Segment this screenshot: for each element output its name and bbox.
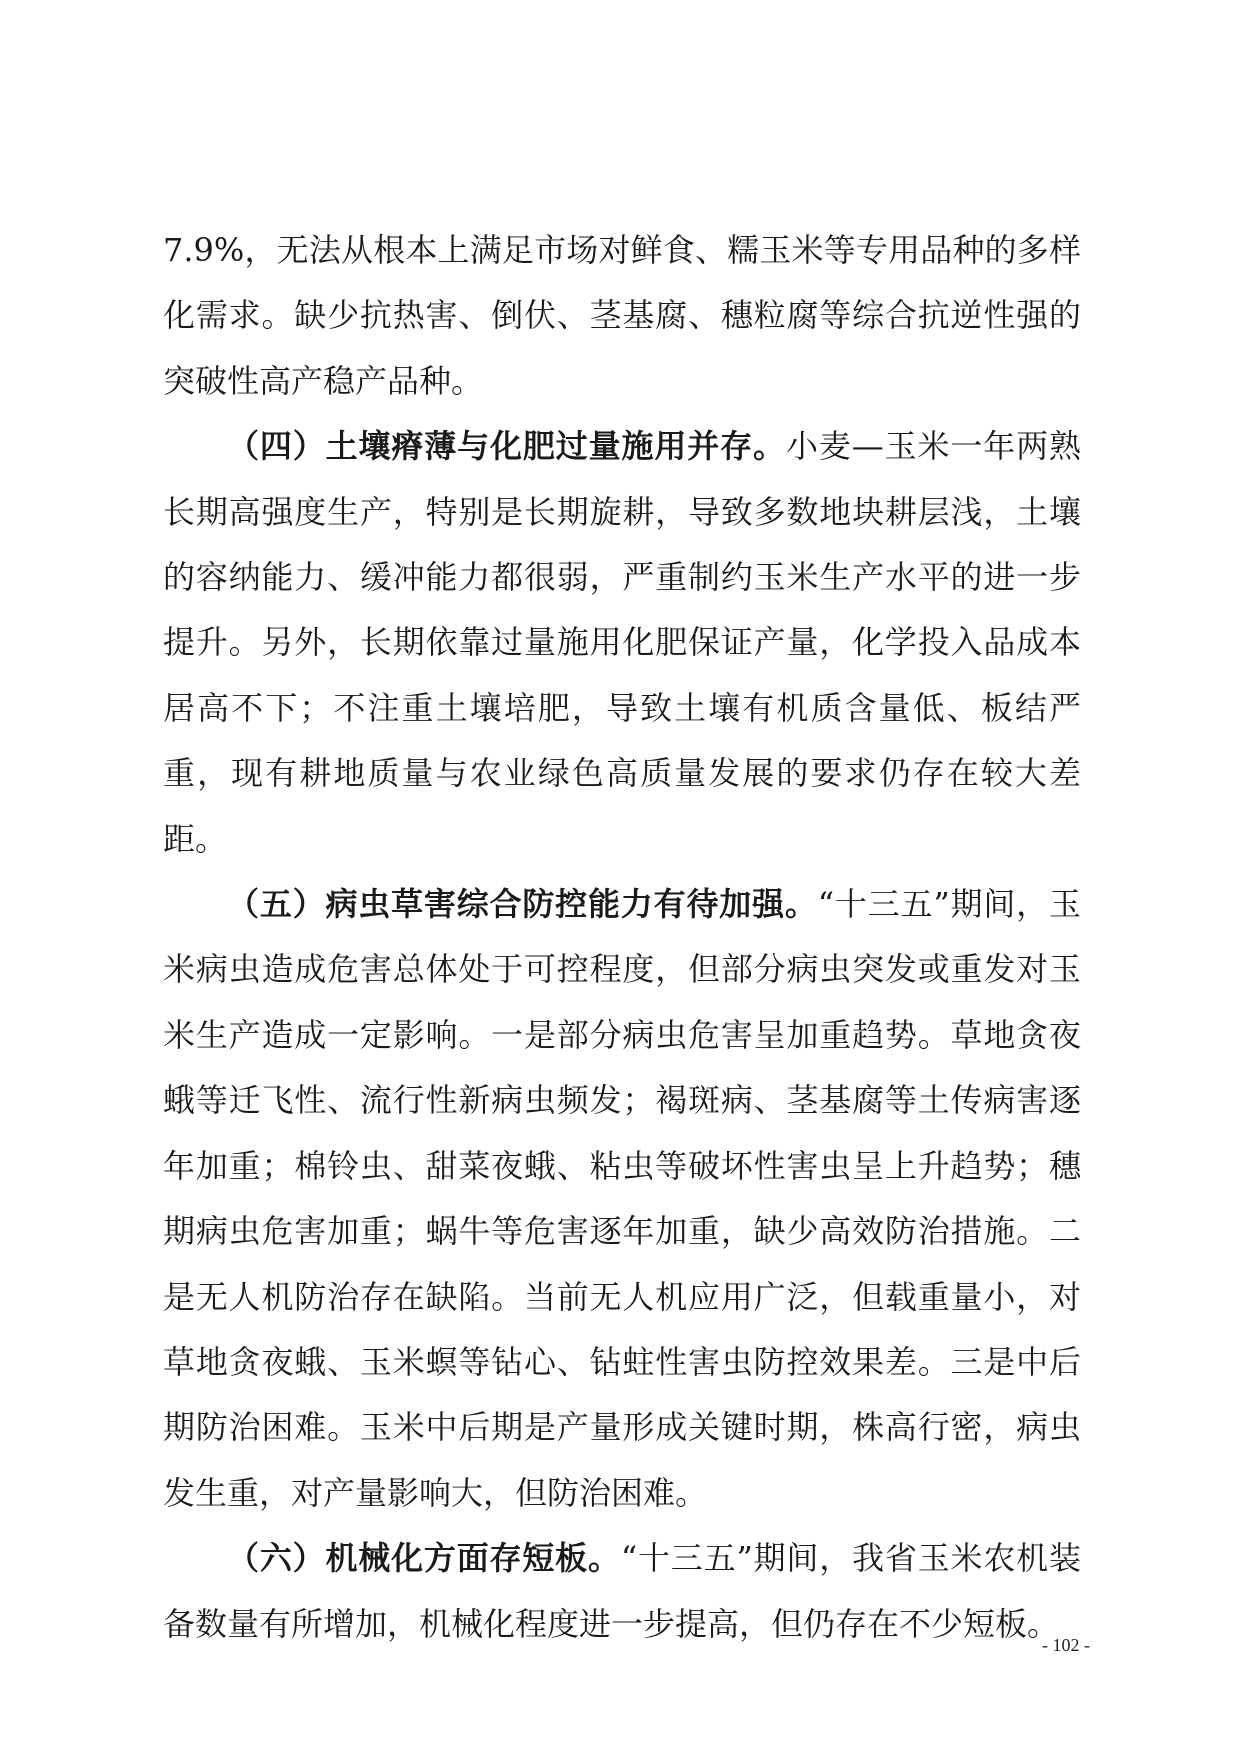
paragraph-pest-control: [163, 872, 1081, 1526]
body-text: [163, 218, 1081, 1657]
paragraph-soil: [163, 414, 1081, 872]
paragraph-mechanization: [163, 1526, 1081, 1657]
paragraph-text: “十三五”期间，我省玉米农机装备数量有所增加，机械化程度进一步提高，但仍存在不少短板。: [163, 1539, 1081, 1643]
paragraph-text: “十三五”期间，玉米病虫造成危害总体处于可控程度，但部分病虫突发或重发对玉米生产造成一定影响。一是部分病虫危害呈加重趋势。草地贪夜蛾等迁飞性、流行性新病虫频发；褐斑病、茎基腐等土传病害逐年加重；棉铃虫、甜菜夜蛾、粘虫等破坏性害虫呈上升趋势；穗期病虫危害加重；蜗牛等危害逐年加重，缺少高效防治措施。二是无人机防治存在缺陷。当前无人机应用广泛，但载重量小，对草地贪夜蛾、玉米螟等钻心、钻蛀性害虫防控效果差。三是中后期防治困难。玉米中后期是产量形成关键时期，株高行密，病虫发生重，对产量影响大，但防治困难。: [163, 885, 1081, 1512]
section-heading-four: （四）土壤瘠薄与化肥过量施用并存。: [227, 427, 786, 466]
paragraph-continuation: [163, 218, 1081, 414]
page-number: - 102 -: [1042, 1635, 1090, 1655]
paragraph-text: 7.9%，无法从根本上满足市场对鲜食、糯玉米等专用品种的多样化需求。缺少抗热害、倒伏、茎基腐、穗粒腐等综合抗逆性强的突破性高产稳产品种。: [163, 231, 1081, 400]
section-heading-six: （六）机械化方面存短板。: [227, 1539, 621, 1578]
section-heading-five: （五）病虫草害综合防控能力有待加强。: [227, 885, 818, 924]
paragraph-text: 小麦—玉米一年两熟长期高强度生产，特别是长期旋耕，导致多数地块耕层浅，土壤的容纳能力、缓冲能力都很弱，严重制约玉米生产水平的进一步提升。另外，长期依靠过量施用化肥保证产量，化学投入品成本居高不下；不注重土壤培肥，导致土壤有机质含量低、板结严重，现有耕地质量与农业绿色高质量发展的要求仍存在较大差距。: [163, 427, 1081, 858]
